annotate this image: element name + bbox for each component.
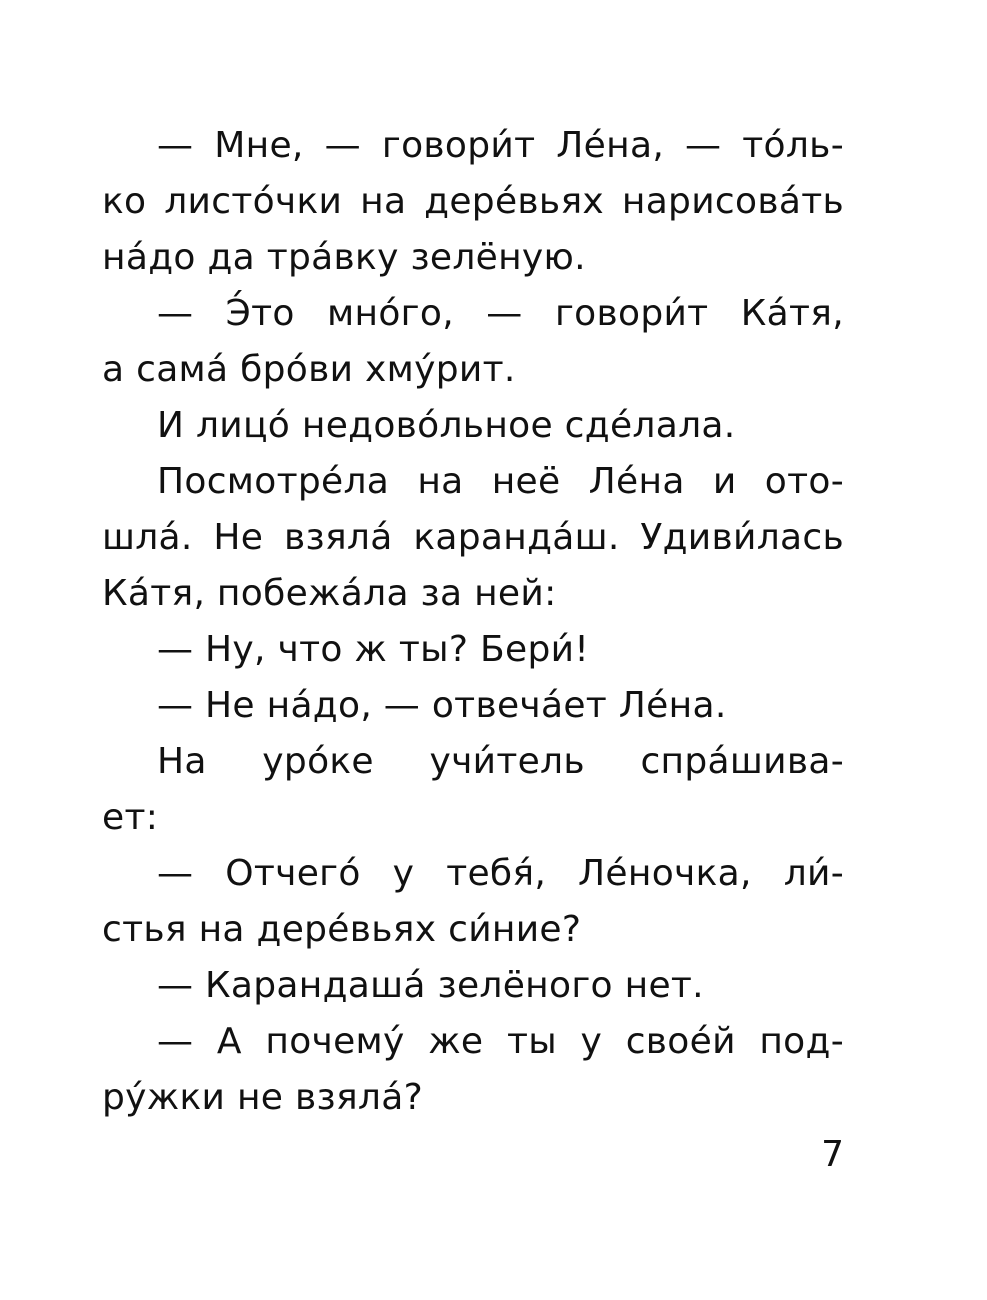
text-line: — Отчего́ у тебя́, Ле́ночка, ли́-: [157, 853, 844, 894]
text-line: — Э́то мно́го, — говори́т Ка́тя,: [157, 293, 844, 334]
text-line: а сама́ бро́ви хму́рит.: [102, 349, 516, 390]
text-line: шла́. Не взяла́ каранда́ш. Удиви́лась: [102, 517, 844, 558]
text-line: на́до да тра́вку зелёную.: [102, 237, 586, 278]
text-line: Посмотре́ла на неё Ле́на и ото-: [157, 461, 844, 502]
text-line: стья на дере́вьях си́ние?: [102, 909, 582, 950]
text-line: И лицо́ недово́льное сде́лала.: [157, 405, 736, 446]
page-number: 7: [821, 1134, 844, 1175]
text-line: — Карандаша́ зелёного нет.: [157, 965, 704, 1006]
text-line: — Ну, что ж ты? Бери́!: [157, 629, 590, 670]
text-line: ет:: [102, 797, 159, 838]
text-line: — Не на́до, — отвеча́ет Ле́на.: [157, 685, 727, 726]
text-line: ру́жки не взяла́?: [102, 1077, 423, 1118]
text-line: — Мне, — говори́т Ле́на, — то́ль-: [157, 125, 844, 166]
text-line: — А почему́ же ты у свое́й под-: [157, 1021, 844, 1062]
text-line: Ка́тя, побежа́ла за ней:: [102, 573, 557, 614]
text-line: На уро́ке учи́тель спра́шива-: [157, 741, 844, 782]
text-line: ко листо́чки на дере́вьях нарисова́ть: [102, 181, 844, 222]
